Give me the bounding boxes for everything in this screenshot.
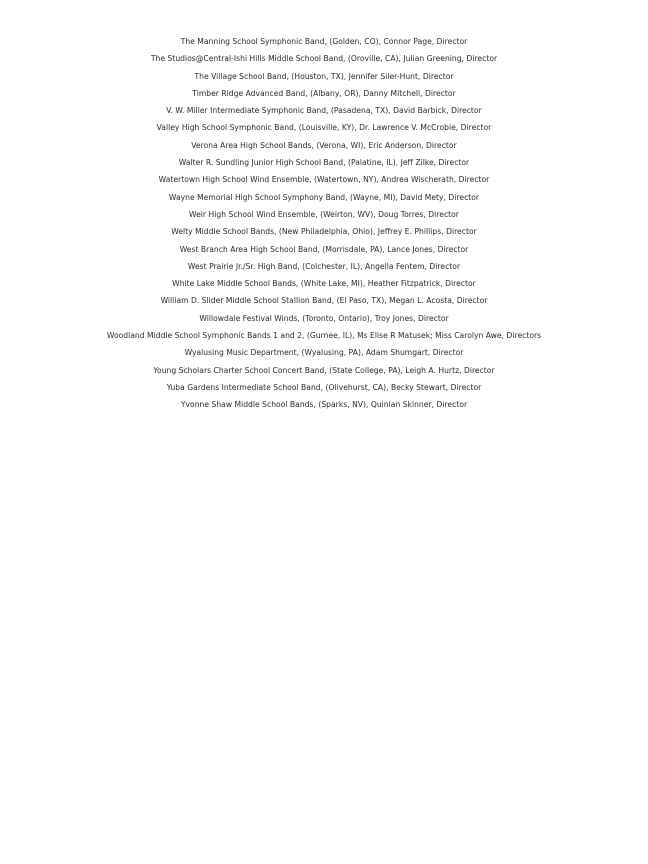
list-item: Timber Ridge Advanced Band, (Albany, OR), Danny Mitchell, Director: [192, 88, 456, 98]
list-item: The Village School Band, (Houston, TX), Jennifer Siler-Hunt, Director: [194, 71, 454, 81]
list-item: Welty Middle School Bands, (New Philadelphia, Ohio), Jeffrey E. Phillips, Director: [171, 227, 477, 237]
list-item: West Prairie Jr./Sr. High Band, (Colchester, IL), Angella Fentem, Director: [187, 261, 461, 271]
list-item: V. W. Miller Intermediate Symphonic Band, (Pasadena, TX), David Barbick, Director: [166, 106, 482, 116]
list-item: Yvonne Shaw Middle School Bands, (Sparks, NV), Quinlan Skinner, Director: [180, 400, 468, 410]
list-item: Watertown High School Wind Ensemble, (Watertown, NY), Andrea Wischerath, Director: [158, 175, 490, 185]
list-item: Willowdale Festival Winds, (Toronto, Ontario), Troy Jones, Director: [199, 313, 449, 323]
list-item: Young Scholars Charter School Concert Band, (State College, PA), Leigh A. Hurtz, Director: [153, 365, 495, 375]
list-item: Yuba Gardens Intermediate School Band, (Olivehurst, CA), Becky Stewart, Director: [166, 382, 482, 392]
list-item: White Lake Middle School Bands, (White Lake, MI), Heather Fitzpatrick, Director: [172, 279, 476, 289]
list-item: Walter R. Sundling Junior High School Band, (Palatine, IL), Jeff Zilke, Director: [178, 158, 470, 168]
list-item: Woodland Middle School Symphonic Bands 1 and 2, (Gurnee, IL), Ms Elise R Matusek; Miss Carolyn Awe, Directors: [106, 331, 542, 341]
list-item: West Branch Area High School Band, (Morrisdale, PA), Lance Jones, Director: [179, 244, 469, 254]
list-item: Wyalusing Music Department, (Wyalusing, PA), Adam Shumgart, Director: [184, 348, 464, 358]
list-item: The Manning School Symphonic Band, (Golden, CO), Connor Page, Director: [180, 37, 468, 46]
list-item: The Studios@Central-Ishi Hills Middle School Band, (Oroville, CA), Julian Greening, Director: [150, 54, 498, 64]
list-item: Verona Area High School Bands, (Verona, WI), Eric Anderson, Director: [191, 140, 457, 150]
list-item: William D. Slider Middle School Stallion Band, (El Paso, TX), Megan L. Acosta, Director: [160, 296, 488, 306]
band-list: [0, 36, 648, 417]
list-item: Valley High School Symphonic Band, (Louisville, KY), Dr. Lawrence V. McCrobie, Director: [156, 123, 492, 133]
list-item: Wayne Memorial High School Symphony Band, (Wayne, MI), David Mety, Director: [168, 192, 480, 202]
list-item: Weir High School Wind Ensemble, (Weirton, WV), Doug Torres, Director: [189, 209, 459, 219]
